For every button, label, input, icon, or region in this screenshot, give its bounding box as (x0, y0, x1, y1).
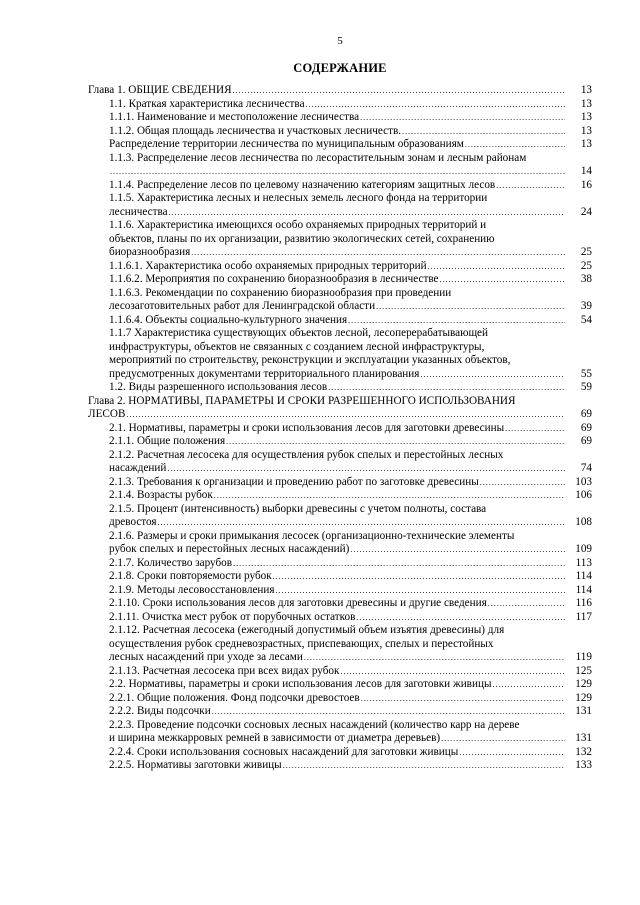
toc-entry-text: и ширина межкарровых ремней в зависимости от диаметра деревьев) (109, 732, 441, 744)
toc-entry-text: 2.2.1. Общие положения. Фонд подсочки древостоев (109, 691, 360, 704)
toc-entry-text: инфраструктуры, объектов не связанных с созданием лесной инфраструктуры, (109, 340, 485, 353)
toc-entry-last-line (109, 125, 566, 139)
toc-entry-last-line (109, 165, 566, 179)
toc-entry-last-line (109, 260, 566, 274)
toc-entry (88, 314, 592, 328)
toc-entry-last-line (109, 570, 566, 584)
toc-entry (88, 719, 592, 746)
toc-entry-text: 2.1.5. Процент (интенсивность) выборки древесины с учетом полноты, состава (109, 502, 487, 515)
toc-entry (88, 584, 592, 598)
toc-page-number: 133 (575, 759, 592, 771)
toc-entry-text: 1.1.6.2. Мероприятия по сохранению биоразнообразия в лесничестве (109, 273, 439, 285)
toc-entry (88, 111, 592, 125)
toc-page-number: 13 (580, 97, 592, 110)
dot-leader (233, 557, 565, 571)
toc-entry (88, 287, 592, 314)
toc-entry (88, 179, 592, 193)
toc-entry-last-line (109, 300, 566, 314)
toc-entry-last-line (88, 408, 566, 422)
toc-entry-text: 2.1.6. Размеры и сроки примыкания лесосек (организационно-технические элементы (109, 529, 515, 542)
toc-entry-text: ЛЕСОВ (88, 408, 126, 420)
dot-leader (480, 476, 565, 490)
dot-leader (441, 732, 565, 746)
toc-entry-last-line (109, 543, 566, 557)
toc-entry (88, 692, 592, 706)
dot-leader (191, 246, 565, 260)
dot-leader (492, 678, 565, 692)
toc-entry-text: 1.2. Виды разрешенного использования лесов (109, 381, 328, 393)
toc-entry (88, 705, 592, 719)
toc-entry (88, 489, 592, 503)
dot-leader (283, 759, 565, 773)
toc-page-number: 25 (580, 259, 592, 272)
toc-entry-last-line (109, 489, 566, 503)
toc-entry (88, 449, 592, 476)
toc-entry-text: 2.1.7. Количество зарубов (109, 556, 233, 569)
toc-page-number: 38 (580, 273, 592, 285)
toc-page-number: 16 (580, 178, 592, 191)
toc-page-number: 119 (575, 651, 592, 663)
toc-entry-text: Глава 2. НОРМАТИВЫ, ПАРАМЕТРЫ И СРОКИ РАЗРЕШЕННОГО ИСПОЛЬЗОВАНИЯ (88, 394, 516, 407)
toc-entry-text: 1.1.5. Характеристика лесных и нелесных земель лесного фонда на территории (109, 192, 488, 204)
toc-entry (88, 759, 592, 773)
toc-entry-last-line (109, 759, 566, 773)
toc-entry (88, 611, 592, 625)
page-number: 5 (337, 35, 343, 47)
toc-page-number: 114 (575, 583, 592, 596)
toc-entry-text: 1.1.4. Распределение лесов по целевому назначению категориям защитных лесов (109, 178, 496, 191)
toc-page-number: 113 (575, 556, 592, 569)
toc-page-number: 59 (580, 381, 592, 393)
toc-entry-text: 1.1. Краткая характеристика лесничества (109, 97, 305, 110)
toc-entry-last-line (109, 381, 566, 395)
toc-entry-text: лесничества (109, 205, 168, 218)
toc-page-number: 129 (575, 691, 592, 704)
toc-entry-last-line (109, 314, 566, 328)
toc-entry-text: мероприятий по строительству, реконструкции и эксплуатации указанных объектов, (109, 354, 511, 366)
toc-entry (88, 476, 592, 490)
toc-page-number: 13 (580, 111, 592, 123)
toc-entry-text: 1.1.6.1. Характеристика особо охраняемых природных территорий (109, 259, 427, 272)
toc-entry-last-line (109, 611, 566, 625)
toc-entry-last-line (109, 746, 566, 760)
toc-page-number: 69 (580, 421, 592, 434)
dot-leader (167, 462, 565, 476)
toc-entry (88, 678, 592, 692)
toc-entry-text: 1.1.6.3. Рекомендации по сохранению биоразнообразия при проведении (109, 286, 452, 299)
dot-leader (465, 138, 565, 152)
dot-leader (306, 98, 565, 112)
toc-entry-text: древостоя (109, 516, 157, 528)
toc-entry-last-line (109, 732, 566, 746)
toc-entry (88, 219, 592, 260)
toc-page-number: 116 (575, 597, 592, 609)
toc-page-number: 132 (575, 745, 592, 758)
toc-entry-last-line (109, 584, 566, 598)
toc-entry-last-line (109, 206, 566, 220)
toc-entry-text: объектов, планы по их организации, развитию экологических сетей, сохранению (109, 232, 495, 245)
dot-leader (233, 84, 565, 98)
toc-entry (88, 570, 592, 584)
dot-leader (420, 368, 565, 382)
toc-entry-last-line (109, 476, 566, 490)
toc-entry-last-line (109, 246, 566, 260)
dot-leader (226, 435, 565, 449)
toc-entry-last-line (109, 138, 566, 152)
toc-entry-text: лесных насаждений при уходе за лесами (109, 651, 303, 663)
toc-page-number: 108 (575, 516, 592, 528)
toc-entry-last-line (109, 368, 566, 382)
toc-entry (88, 152, 592, 179)
toc-entry-text: 1.1.3. Распределение лесов лесничества по лесорастительным зонам и лесным районам (109, 151, 527, 164)
toc-entry-last-line (109, 557, 566, 571)
toc-entry (88, 273, 592, 287)
dot-leader (356, 611, 565, 625)
dot-leader (169, 206, 565, 220)
toc-page-number: 125 (575, 664, 592, 677)
toc-page-number: 129 (575, 678, 592, 690)
dot-leader (328, 381, 565, 395)
dot-leader (488, 597, 565, 611)
dot-leader (428, 260, 565, 274)
toc-page-number: 106 (575, 489, 592, 501)
toc-page-number: 69 (580, 435, 592, 447)
dot-leader (361, 692, 565, 706)
toc-entry-text: 2.1. Нормативы, параметры и сроки использования лесов для заготовки древесины (109, 421, 505, 434)
dot-leader (304, 651, 565, 665)
toc-entry-last-line (109, 597, 566, 611)
toc-entry-text: Глава 1. ОБЩИЕ СВЕДЕНИЯ (88, 84, 232, 96)
toc-entry-text: 2.1.10. Сроки использования лесов для заготовки древесины и другие сведения (109, 597, 487, 609)
toc-entry-last-line (109, 665, 566, 679)
toc-entry-text: 2.2.5. Нормативы заготовки живицы (109, 759, 282, 771)
toc-entry-last-line (109, 705, 566, 719)
toc-title: СОДЕРЖАНИЕ (293, 61, 387, 75)
toc-entry-last-line (109, 651, 566, 665)
toc-page-number: 13 (580, 124, 592, 137)
toc-entry-text: 1.1.1. Наименование и местоположение лесничества (109, 111, 360, 123)
dot-leader (360, 111, 565, 125)
toc-entry-text: рубок спелых и перестойных лесных насаждений) (109, 543, 350, 555)
toc-entry (88, 624, 592, 665)
toc-entry-last-line (109, 179, 566, 193)
toc-entry-last-line (109, 273, 566, 287)
toc-entry-last-line (109, 111, 566, 125)
toc-page-number: 13 (580, 138, 592, 150)
toc-entry-text: 2.2.4. Сроки использования сосновых насаждений для заготовки живицы (109, 745, 459, 758)
dot-leader (273, 570, 565, 584)
toc-entry-text: 2.2. Нормативы, параметры и сроки использования лесов для заготовки живицы (109, 678, 492, 690)
dot-leader (276, 584, 565, 598)
toc-entry (88, 260, 592, 274)
toc-entry-last-line (88, 84, 566, 98)
toc-entry (88, 503, 592, 530)
toc-entry-text: 2.2.2. Виды подсочки (109, 705, 211, 717)
toc-page-number: 24 (580, 205, 592, 218)
toc-entry (88, 125, 592, 139)
dot-leader (402, 125, 565, 139)
dot-leader (350, 543, 565, 557)
toc-entry-text: 1.1.6.4. Объекты социально-культурного значения (109, 313, 348, 326)
toc-entry-text: предусмотренных документами территориального планирования (109, 367, 420, 380)
toc-entry-text: 2.1.4. Возрасты рубок (109, 489, 213, 501)
toc-entry-text: биоразнообразия (109, 246, 191, 258)
dot-leader (376, 300, 565, 314)
dot-leader (440, 273, 565, 287)
dot-leader (212, 705, 565, 719)
toc-entry (88, 530, 592, 557)
dot-leader (158, 516, 565, 530)
toc-entry (88, 395, 592, 422)
toc-entry-text: 1.1.7 Характеристика существующих объектов лесной, лесоперерабатывающей (109, 327, 489, 339)
toc-page-number: 25 (580, 246, 592, 258)
toc-entry-text: осуществления рубок средневозрастных, приспевающих, спелых и перестойных (109, 637, 494, 650)
toc-entry-text: 2.1.12. Расчетная лесосека (ежегодный допустимый объем изъятия древесины) для (109, 624, 505, 636)
toc-entry-text: 2.1.2. Расчетная лесосека для осуществления рубок спелых и перестойных лесных (109, 448, 504, 461)
toc-page-number: 103 (575, 475, 592, 488)
toc-page-number: 14 (580, 165, 592, 177)
toc-page-number: 109 (575, 543, 592, 555)
toc-entry-last-line (109, 422, 566, 436)
toc-entry-text: насаждений (109, 462, 167, 474)
toc-entry-text: 2.1.9. Методы лесовосстановления (109, 583, 275, 596)
toc-entry (88, 665, 592, 679)
toc-entry (88, 422, 592, 436)
toc-entry-text: 2.1.1. Общие положения (109, 435, 226, 447)
toc-entry (88, 192, 592, 219)
dot-leader (110, 165, 565, 179)
toc-entry (88, 327, 592, 381)
toc-entry-text: 1.1.2. Общая площадь лесничества и участковых лесничеств. (109, 124, 402, 137)
toc-page-number: 131 (575, 705, 592, 717)
toc-page-number: 54 (580, 313, 592, 326)
toc-entry-last-line (109, 435, 566, 449)
toc-entry (88, 597, 592, 611)
dot-leader (126, 408, 565, 422)
toc-entry-text: 2.1.13. Расчетная лесосека при всех видах рубок (109, 664, 340, 677)
toc-entry-last-line (109, 462, 566, 476)
dot-leader (214, 489, 565, 503)
toc-page-number: 117 (575, 610, 592, 623)
dot-leader (505, 422, 565, 436)
toc-entry-last-line (109, 98, 566, 112)
toc-entry-text: лесозаготовительных работ для Ленинградской области (109, 300, 376, 312)
dot-leader (459, 746, 565, 760)
toc-page-number: 114 (575, 570, 592, 582)
dot-leader (496, 179, 565, 193)
toc-entry (88, 381, 592, 395)
toc-entry-text: 1.1.6. Характеристика имеющихся особо охраняемых природных территорий и (109, 219, 487, 231)
toc-page-number: 69 (580, 408, 592, 420)
toc-page-number: 74 (580, 462, 592, 474)
toc-page-number: 13 (580, 84, 592, 96)
toc-entry-text: Распределение территории лесничества по муниципальным образованиям (109, 138, 464, 150)
table-of-contents (88, 84, 592, 773)
toc-entry-last-line (109, 692, 566, 706)
toc-page-number: 131 (575, 732, 592, 744)
toc-entry-last-line (109, 678, 566, 692)
toc-entry (88, 84, 592, 98)
toc-entry-text: 2.1.3. Требования к организации и проведению работ по заготовке древесины (109, 475, 479, 488)
toc-entry-last-line (109, 516, 566, 530)
toc-page-number: 55 (580, 367, 592, 380)
toc-entry (88, 746, 592, 760)
dot-leader (340, 665, 565, 679)
toc-page-number: 39 (580, 300, 592, 312)
toc-entry (88, 557, 592, 571)
toc-entry-text: 2.1.11. Очистка мест рубок от порубочных остатков (109, 610, 356, 623)
toc-entry (88, 98, 592, 112)
dot-leader (348, 314, 565, 328)
toc-entry (88, 435, 592, 449)
toc-entry (88, 138, 592, 152)
toc-entry-text: 2.2.3. Проведение подсочки сосновых лесных насаждений (количество карр на дереве (109, 718, 520, 731)
toc-entry-text: 2.1.8. Сроки повторяемости рубок (109, 570, 272, 582)
